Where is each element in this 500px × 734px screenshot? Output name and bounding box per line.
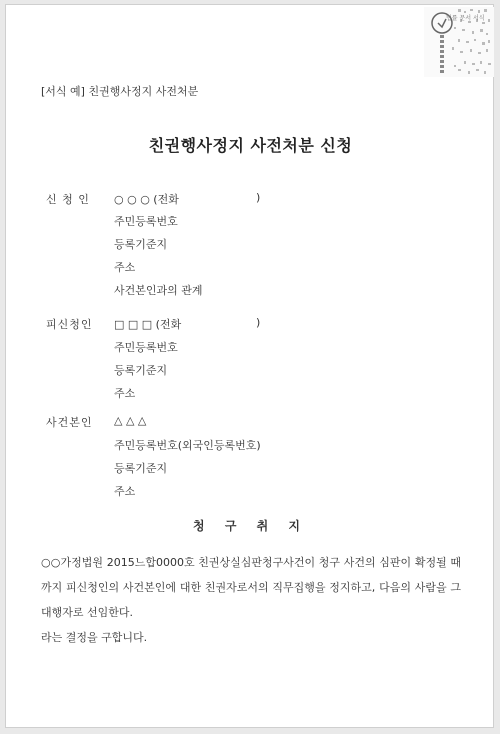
form-type-label: [서식 예] 친권행사정지 사전처분 [41, 85, 199, 98]
applicant-phone-close: ) [256, 191, 261, 204]
section-heading: 청 구 취 지 [193, 519, 308, 533]
applicant-field: 주소 [114, 261, 136, 274]
applicant-field: 주민등록번호 [114, 215, 178, 228]
subject-field: 등록기준지 [114, 462, 168, 475]
subject-name: △ △ △ [114, 414, 147, 427]
subject-label: 사건본인 [46, 416, 93, 429]
respondent-label: 피신청인 [46, 318, 93, 331]
claim-body-text: ○○가정법원 2015느합0000호 친권상실심판청구사건이 청구 사건의 심판이 확정될 때까지 피신청인의 사건본인에 대한 친권자로서의 직무집행을 정지하고, 다음의 사람을 그 대행자로 선임한다. [41, 556, 461, 619]
respondent-field: 주소 [114, 387, 136, 400]
respondent-phone-close: ) [256, 316, 261, 329]
applicant-name: ○ ○ ○ (전화 [114, 193, 179, 206]
applicant-label: 신 청 인 [46, 193, 90, 206]
applicant-field: 사건본인과의 관계 [114, 284, 203, 297]
document-title: 친권행사정지 사전처분 신청 [148, 136, 353, 155]
document-page [5, 4, 494, 728]
respondent-field: 주민등록번호 [114, 341, 178, 354]
respondent-name: □ □ □ (전화 [114, 318, 182, 331]
applicant-field: 등록기준지 [114, 238, 168, 251]
respondent-field: 등록기준지 [114, 364, 168, 377]
closing-text: 라는 결정을 구합니다. [41, 631, 148, 644]
subject-field: 주민등록번호(외국인등록번호) [114, 439, 261, 452]
watermark-text: 법률 문서 서식 [446, 15, 485, 22]
subject-field: 주소 [114, 485, 136, 498]
